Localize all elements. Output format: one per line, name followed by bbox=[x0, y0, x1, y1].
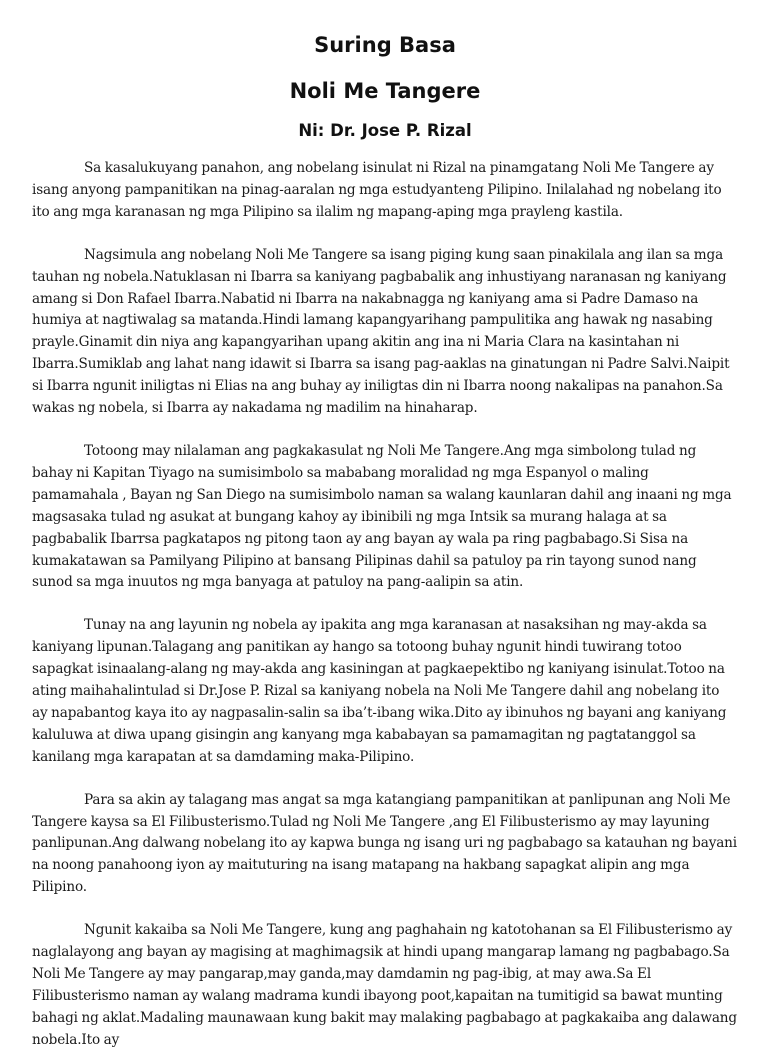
document-body bbox=[32, 158, 738, 1052]
document-title: Suring Basa bbox=[314, 33, 456, 57]
paragraph-3: Totoong may nilalaman ang pagkakasulat ng Noli Me Tangere.Ang mga simbolong tulad ng bahay ni Kapitan Tiyago na sumisimbolo sa mababang moralidad ng mga Espanyol o maling pamamahala , Bayan ng San Diego na sumisimbolo naman sa walang kaunlaran dahil ang inaani ng mga magsasaka tulad ng asukat at bungang kahoy ay ibinibili ng mga Intsik sa murang halaga at sa pagbabalik Ibarrsa pagkatapos ng pitong taon ay ang bayan ay wala pa ring pagbabago.Si Sisa na kumakatawan sa Pamilyang Pilipino at bansang Pilipinas dahil sa patuloy pa rin tayong sunod nang sunod sa mga inuutos ng mga banyaga at patuloy na pang-aalipin sa atin. bbox=[32, 442, 732, 591]
paragraph-1: Sa kasalukuyang panahon, ang nobelang isinulat ni Rizal na pinamgatang Noli Me Tangere ay isang anyong pampanitikan na pinag-aaralan ng mga estudyanteng Pilipino. Inilalahad ng nobelang ito ito ang mga karanasan ng mga Pilipino sa ilalim ng mapang-aping mga prayleng kastila. bbox=[32, 160, 722, 220]
paragraph-5: Para sa akin ay talagang mas angat sa mga katangiang pampanitikan at panlipunan ang Noli Me Tangere kaysa sa El Filibusterismo.Tulad ng Noli Me Tangere ,ang El Filibusterismo ay may layuning panlipunan.Ang dalwang nobelang ito ay kapwa bunga ng isang uri ng pagbabago sa katauhan ng bayani na noong panahoong iyon ay maituturing na isang matapang na hakbang sapagkat alipin ang mga Pilipino. bbox=[32, 791, 737, 896]
paragraph-2: Nagsimula ang nobelang Noli Me Tangere sa isang piging kung saan pinakilala ang ilan sa mga tauhan ng nobela.Natuklasan ni Ibarra sa kaniyang pagbabalik ang inhustiyang naranasan ng kaniyang amang si Don Rafael Ibarra.Nabatid ni Ibarra na nakabnagga ng kaniyang ama si Padre Damaso na humiya at nagtiwalag sa matanda.Hindi lamang kapangyarihang pampulitika ang hawak ng nasabing prayle.Ginamit din niya ang kapangyarihan upang akitin ang ina ni Maria Clara na kasintahan ni Ibarra.Sumiklab ang lahat nang idawit si Ibarra sa isang pag-aaklas na ginatungan ni Padre Salvi.Naipit si Ibarra ngunit iniligtas ni Elias na ang buhay ay iniligtas din ni Ibarra noong nakalipas na panahon.Sa wakas ng nobela, si Ibarra ay nakadama ng madilim na hinaharap. bbox=[32, 246, 730, 417]
paragraph-6: Ngunit kakaiba sa Noli Me Tangere, kung ang paghahain ng katotohanan sa El Filibusterismo ay naglalayong ang bayan ay magising at maghimagsik at hindi upang mangarap lamang ng pagbabago.Sa Noli Me Tangere ay may pangarap,may ganda,may damdamin ng pag-ibig, at may awa.Sa El Filibusterismo naman ay walang madrama kundi ibayong poot,kapaitan na tumitigid sa bawat munting bahagi ng aklat.Madaling maunawaan kung bakit may malaking pagbabago at pagkakaiba ang dalawang nobela.Ito ay bbox=[32, 922, 737, 1048]
document-author: Ni: Dr. Jose P. Rizal bbox=[298, 121, 472, 140]
paragraph-4: Tunay na ang layunin ng nobela ay ipakita ang mga karanasan at nasaksihan ng may-akda sa kaniyang lipunan.Talagang ang panitikan ay hango sa totoong buhay ngunit hindi tuwirang totoo sapagkat isinaalang-alang ng may-akda ang kasiningan at pagkaepektibo ng kaniyang isinulat.Totoo na ating maihahalintulad si Dr.Jose P. Rizal sa kaniyang nobela na Noli Me Tangere dahil ang nobelang ito ay napabantog kaya ito ay nagpasalin-salin sa iba’t-ibang wika.Dito ay ibinuhos ng bayani ang kaniyang kaluluwa at diwa upang gisingin ang kanyang mga kababayan sa pamamagitan ng pagtatanggol sa kanilang mga karapatan at sa damdaming maka-Pilipino. bbox=[32, 617, 727, 765]
document-subtitle: Noli Me Tangere bbox=[289, 79, 481, 103]
